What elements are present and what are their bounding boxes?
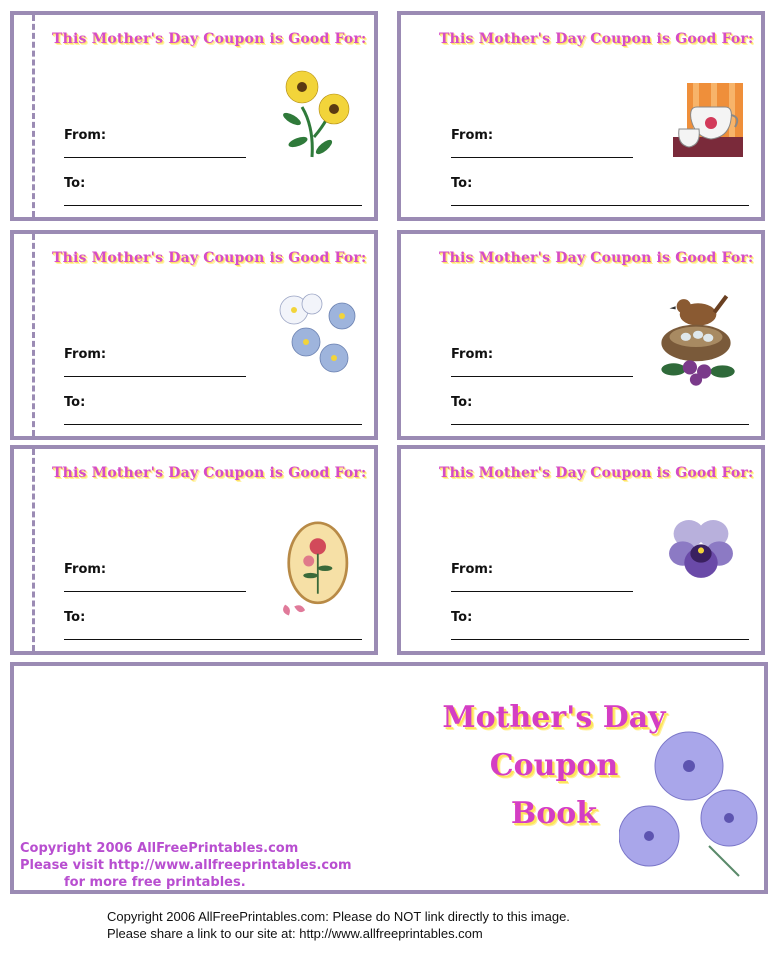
coupon-1 bbox=[10, 11, 378, 221]
to-line bbox=[451, 205, 749, 206]
from-label: From: bbox=[64, 347, 107, 362]
coupon-header: This Mother's Day Coupon is Good For: bbox=[439, 31, 754, 47]
coupon-header: This Mother's Day Coupon is Good For: bbox=[439, 465, 754, 481]
from-label: From: bbox=[451, 562, 494, 577]
copyright-line-2: Please visit http://www.allfreeprintables.com bbox=[20, 858, 352, 873]
to-label: To: bbox=[451, 176, 473, 191]
footer-line-2: Please share a link to our site at: http://www.allfreeprintables.com bbox=[107, 926, 483, 941]
cut-line bbox=[32, 15, 35, 217]
copyright-line-3: for more free printables. bbox=[64, 875, 246, 890]
coupon-2 bbox=[397, 11, 765, 221]
to-label: To: bbox=[64, 176, 86, 191]
pansy-icon bbox=[661, 517, 741, 587]
cover-title-line-1: Mother's Day bbox=[442, 700, 666, 735]
coupon-header: This Mother's Day Coupon is Good For: bbox=[52, 250, 367, 266]
page-footer bbox=[107, 908, 570, 942]
from-line bbox=[451, 376, 633, 377]
from-line bbox=[64, 591, 246, 592]
to-label: To: bbox=[451, 610, 473, 625]
cut-line bbox=[32, 234, 35, 436]
teapot-icon bbox=[659, 67, 747, 159]
to-line bbox=[64, 424, 362, 425]
coupon-5 bbox=[10, 445, 378, 655]
coupon-3 bbox=[10, 230, 378, 440]
from-label: From: bbox=[64, 562, 107, 577]
coupon-header: This Mother's Day Coupon is Good For: bbox=[52, 465, 367, 481]
to-line bbox=[64, 205, 362, 206]
to-line bbox=[64, 639, 362, 640]
coupon-header: This Mother's Day Coupon is Good For: bbox=[439, 250, 754, 266]
from-line bbox=[451, 157, 633, 158]
forget-me-not-icon bbox=[268, 286, 364, 378]
from-line bbox=[64, 157, 246, 158]
daisy-flower-icon bbox=[272, 67, 360, 159]
copyright-line-1: Copyright 2006 AllFreePrintables.com bbox=[20, 841, 299, 856]
from-line bbox=[451, 591, 633, 592]
to-label: To: bbox=[64, 395, 86, 410]
from-line bbox=[64, 376, 246, 377]
coupon-header: This Mother's Day Coupon is Good For: bbox=[52, 31, 367, 47]
from-label: From: bbox=[451, 347, 494, 362]
chicory-flower-icon bbox=[619, 726, 764, 886]
to-label: To: bbox=[64, 610, 86, 625]
cover-copyright bbox=[20, 840, 352, 891]
cover-title-line-2: Coupon bbox=[489, 748, 619, 783]
bird-nest-icon bbox=[643, 290, 749, 402]
to-line bbox=[451, 424, 749, 425]
from-label: From: bbox=[451, 128, 494, 143]
from-label: From: bbox=[64, 128, 107, 143]
rose-oval-icon bbox=[276, 519, 356, 623]
cover-panel bbox=[10, 662, 768, 894]
coupon-4 bbox=[397, 230, 765, 440]
cover-title-line-3: Book bbox=[510, 796, 598, 831]
coupon-6 bbox=[397, 445, 765, 655]
cut-line bbox=[32, 449, 35, 651]
footer-line-1: Copyright 2006 AllFreePrintables.com: Please do NOT link directly to this image. bbox=[107, 909, 570, 924]
to-line bbox=[451, 639, 749, 640]
to-label: To: bbox=[451, 395, 473, 410]
